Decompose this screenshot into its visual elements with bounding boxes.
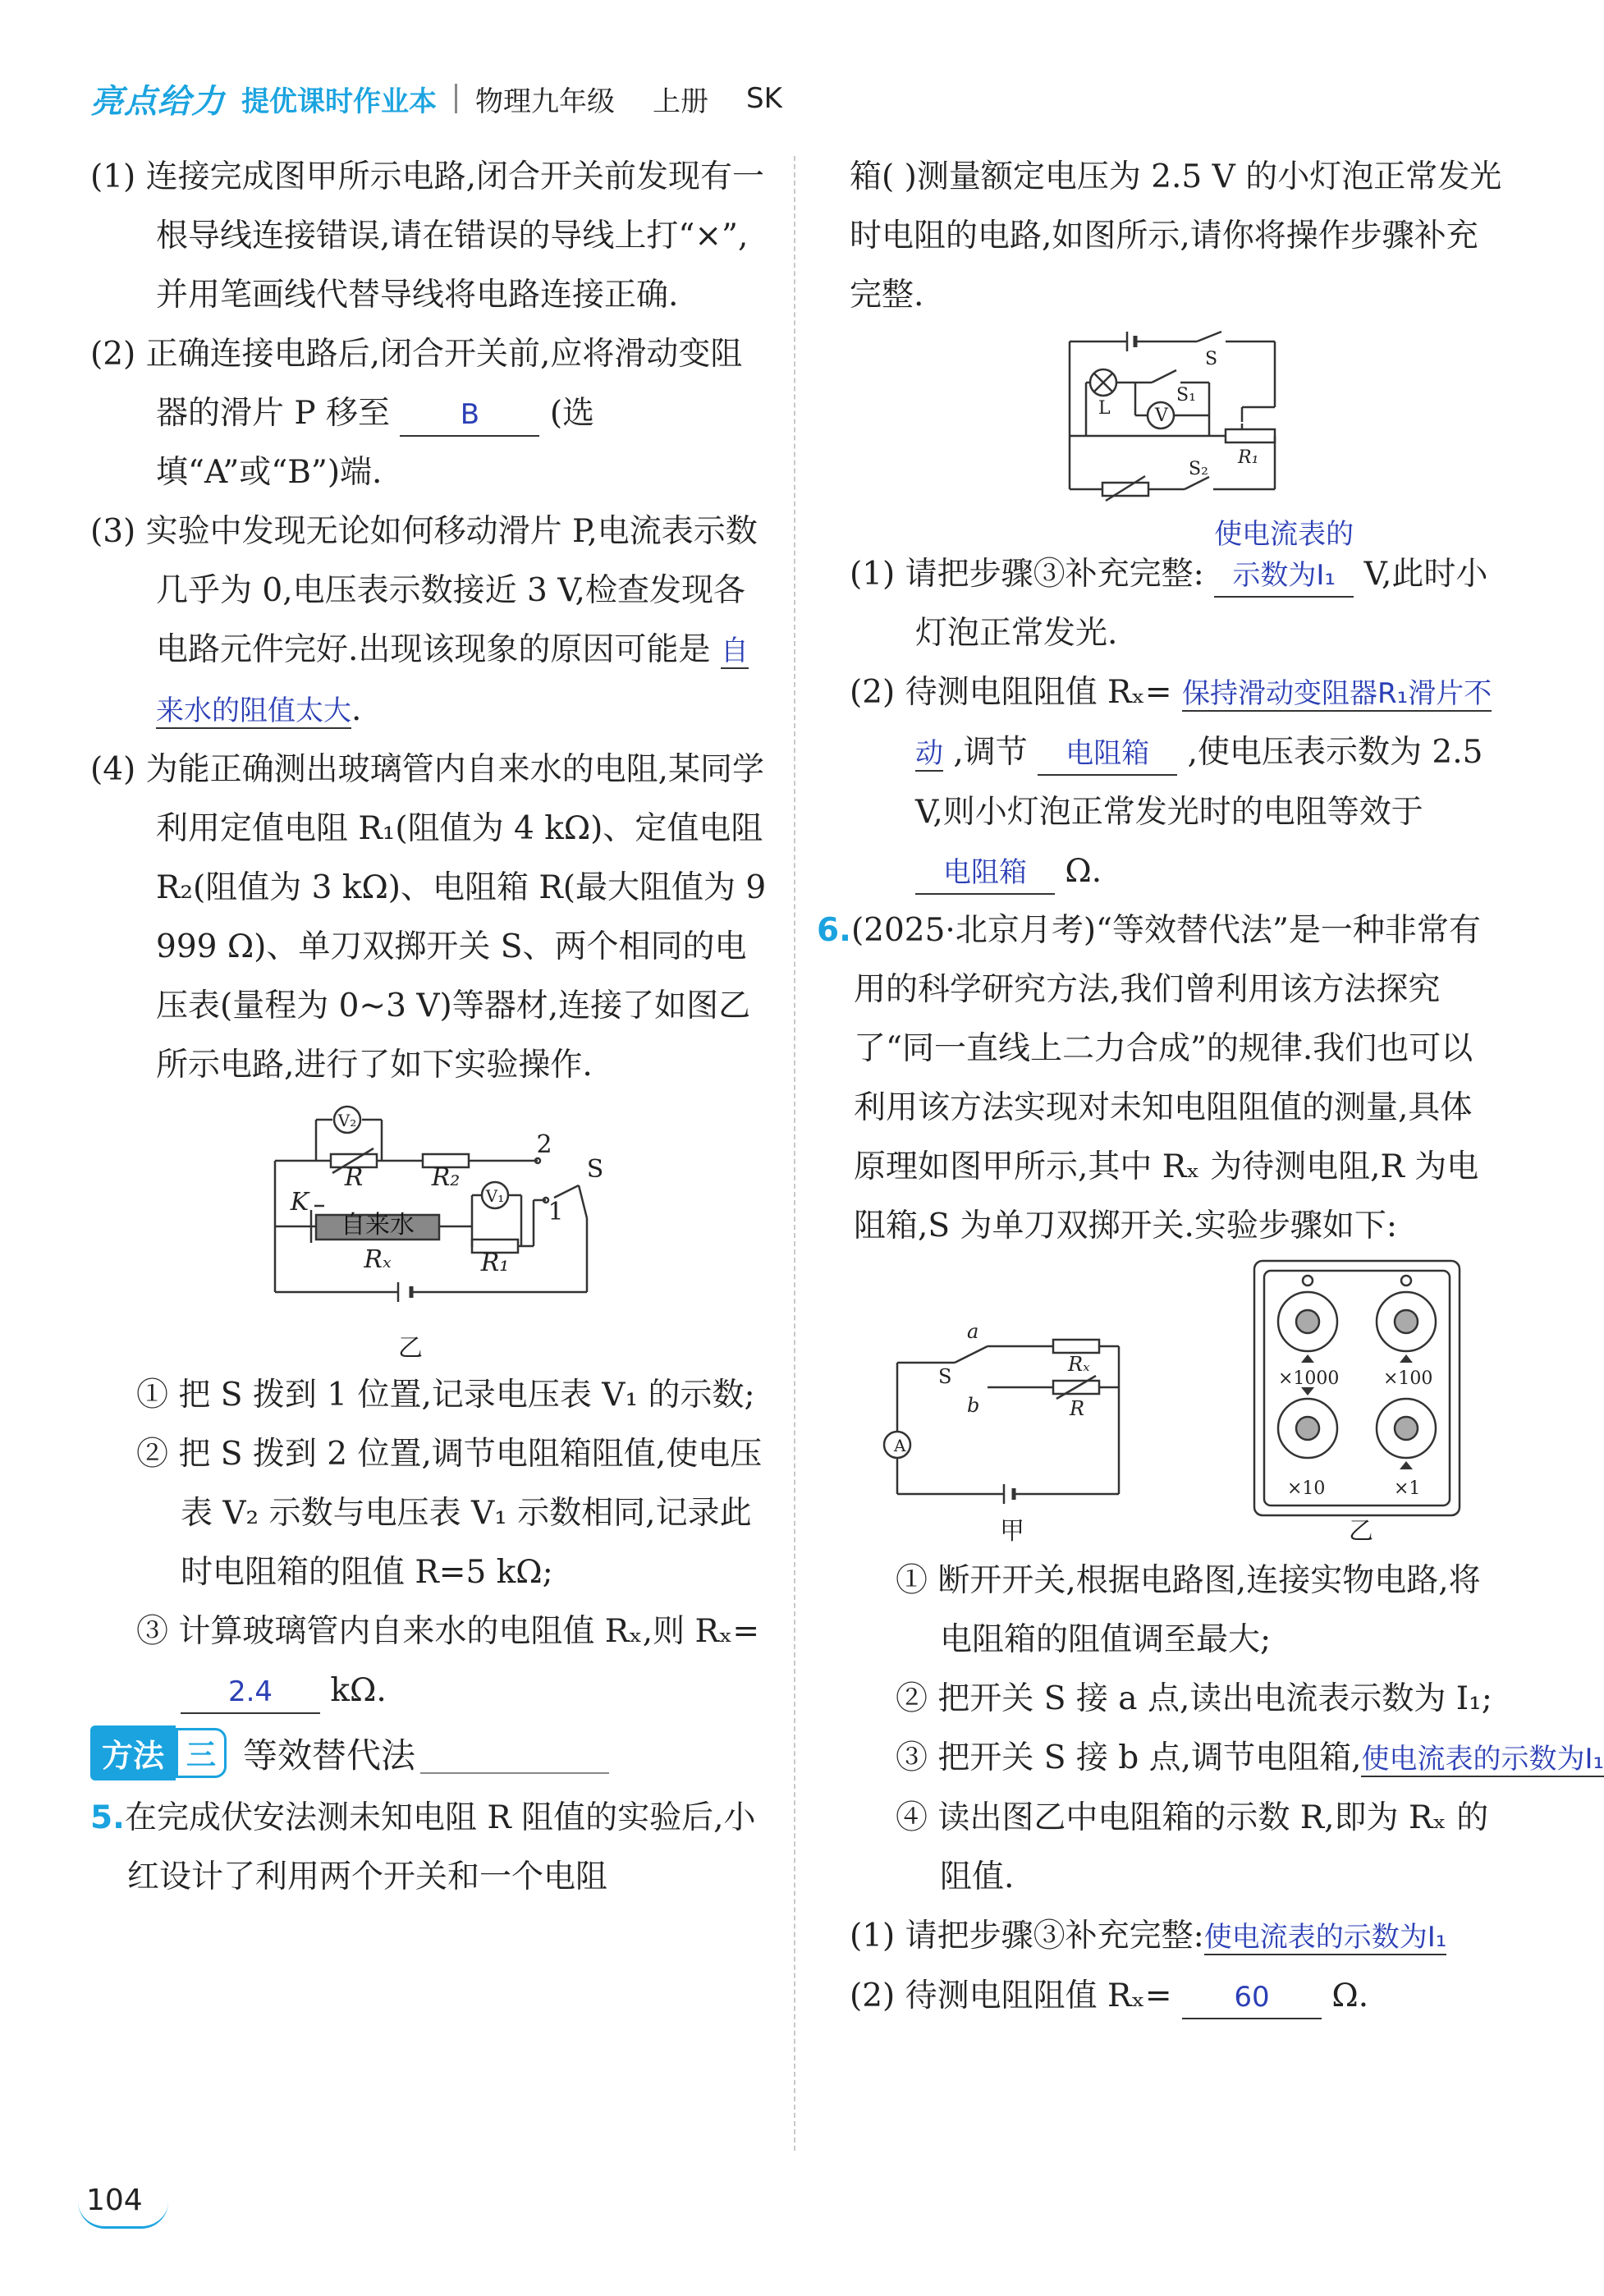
method-title: 等效替代法: [243, 1735, 416, 1776]
dial-label-100: ×100: [1382, 1368, 1432, 1389]
method-number: 三: [176, 1728, 227, 1778]
q5-sub-1: [850, 514, 1502, 663]
label-v1: V₁: [485, 1186, 505, 1206]
question-6-text: (2025·北京月考)“等效替代法”是一种非常有用的科学研究方法,我们曾利用该方法探究了“同一直线上二力合成”的规律.我们也可以利用该方法实现对未知电阻阻值的测量,具体原理如图甲所示,其中 Rₓ 为待测电阻,R 为电阻箱,S 为单刀双掷开关.实验步骤如下:: [850, 912, 1481, 1244]
label-r: R: [1069, 1397, 1084, 1420]
label-r2: R₂: [431, 1163, 461, 1192]
q5-sub-1-tail: V,此时小灯泡正常发光.: [915, 556, 1488, 652]
answer-blank-adjust[interactable]: 电阻箱: [1038, 733, 1177, 776]
method-label: 方法: [90, 1725, 176, 1780]
subject-label: 物理九年级: [475, 85, 615, 118]
q5-sub-2-mid2: ,使电压表示数为 2.5 V,则小灯泡正常发光时的电阻等效于: [915, 734, 1483, 831]
label-l: L: [1098, 398, 1111, 419]
column-divider: [794, 156, 795, 2151]
edition-label: SK: [746, 82, 782, 115]
label-ammeter: A: [893, 1436, 905, 1455]
circuit-figure-q5: [1053, 325, 1299, 514]
page-number-swoosh: [78, 2202, 168, 2229]
step-1: ① 把 S 拨到 1 位置,记录电压表 V₁ 的示数;: [136, 1377, 755, 1414]
label-r1: R₁: [480, 1249, 510, 1277]
page-header: [90, 74, 820, 123]
label-b: b: [966, 1394, 979, 1417]
q6-step-4: ④ 读出图乙中电阻箱的示数 R,即为 Rₓ 的阻值.: [896, 1799, 1489, 1895]
label-s: S: [1204, 349, 1217, 369]
label-a: a: [966, 1320, 978, 1343]
answer-blank-voltage[interactable]: 使电流表的示数为I₁: [1214, 514, 1354, 598]
answer-blank-q3[interactable]: 自来水的阻值太大: [156, 635, 749, 727]
step-3-text: ③ 计算玻璃管内自来水的电阻值 Rₓ,则 Rₓ=: [136, 1613, 760, 1650]
step-3-unit: kΩ.: [330, 1672, 387, 1709]
page-number-text: 104: [86, 2184, 143, 2217]
q5-sub-1-text: (1) 请把步骤③补充完整:: [850, 556, 1204, 593]
q6-sub-2-unit: Ω.: [1331, 1977, 1369, 2014]
dial-label-1: ×1: [1393, 1478, 1420, 1499]
q5-sub-2: [850, 663, 1502, 901]
label-s: S: [937, 1365, 951, 1388]
question-5-number: 5.: [90, 1799, 125, 1836]
right-column: [817, 148, 1604, 2026]
step-2: ② 把 S 拨到 2 位置,调节电阻箱阻值,使电压表 V₂ 示数与电压表 V₁ 示数相同,记录此时电阻箱的阻值 R=5 kΩ;: [136, 1436, 763, 1591]
label-pos1: 1: [548, 1198, 564, 1226]
series-title: 提优课时作业本: [241, 85, 437, 118]
dial-label-10: ×10: [1286, 1478, 1325, 1499]
volume-label: 上册: [653, 85, 708, 118]
q5-sub-2-text: (2) 待测电阻阻值 Rₓ=: [850, 674, 1172, 711]
question-6: [817, 901, 1502, 1256]
answer-blank-equivalent[interactable]: 电阻箱: [915, 852, 1055, 895]
label-s2: S₂: [1188, 459, 1208, 479]
q6-step-3-text: ③ 把开关 S 接 b 点,调节电阻箱,: [896, 1739, 1362, 1776]
q6-step-1: ① 断开开关,根据电路图,连接实物电路,将电阻箱的阻值调至最大;: [896, 1562, 1481, 1658]
figure-caption-yi-q6: 乙: [1348, 1517, 1373, 1546]
label-v2: V₂: [337, 1111, 357, 1130]
answer-blank-rx[interactable]: 2.4: [181, 1671, 320, 1714]
step-3: [90, 1602, 772, 1721]
q6-sub-1: [850, 1907, 1502, 1967]
q6-sub-1-text: (1) 请把步骤③补充完整:: [850, 1918, 1204, 1955]
dial-label-1000: ×1000: [1277, 1368, 1339, 1389]
method-underline: [420, 1772, 609, 1774]
label-r: R: [344, 1163, 364, 1192]
question-2: [90, 325, 772, 502]
answer-step-3[interactable]: 使电流表的示数为I₁: [1361, 1743, 1604, 1776]
circuit-figure-yi: [250, 1095, 612, 1366]
label-k: K: [290, 1188, 309, 1217]
question-3-tail: .: [351, 691, 362, 728]
answer-blank-step3[interactable]: 使电流表的示数为I₁: [1203, 1921, 1447, 1954]
method-heading: [90, 1725, 772, 1780]
figure-caption-jia: 甲: [999, 1517, 1024, 1546]
left-column: [90, 148, 772, 1907]
question-5-text: 在完成伏安法测未知电阻 R 阻值的实验后,小红设计了利用两个开关和一个电阻: [124, 1799, 756, 1895]
q6-sub-2: [850, 1967, 1502, 2026]
question-3-text: (3) 实验中发现无论如何移动滑片 P,电流表示数几乎为 0,电压表示数接近 3 V,检查发现各电路元件完好.出现该现象的原因可能是: [90, 513, 758, 668]
question-3: [90, 502, 772, 740]
q6-step-3: [850, 1729, 1604, 1789]
page-number: [86, 2184, 143, 2217]
header-separator: [455, 84, 457, 113]
question-2-text: (2) 正确连接电路后,闭合开关前,应将滑动变阻器的滑片 P 移至: [90, 336, 743, 432]
question-1: (1) 连接完成图甲所示电路,闭合开关前发现有一根导线连接错误,请在错误的导线上打“×”,并用笔画线代替导线将电路连接正确.: [90, 158, 765, 314]
figure-caption-yi: 乙: [398, 1334, 423, 1363]
question-6-number: 6.: [817, 912, 851, 949]
label-rx: Rₓ: [364, 1245, 392, 1274]
q5-sub-2-tail: Ω.: [1065, 853, 1102, 890]
label-v: V: [1154, 406, 1168, 426]
label-s: S: [586, 1155, 604, 1184]
label-r1: R₁: [1237, 447, 1258, 468]
label-rx: Rₓ: [1067, 1353, 1090, 1376]
q6-step-2: ② 把开关 S 接 a 点,读出电流表示数为 I₁;: [896, 1680, 1492, 1717]
question-5-continued: 箱( )测量额定电压为 2.5 V 的小灯泡正常发光时电阻的电路,如图所示,请你将操作步骤补充完整.: [850, 158, 1502, 314]
q5-sub-2-mid: ,调节: [953, 734, 1028, 771]
q6-sub-2-text: (2) 待测电阻阻值 Rₓ=: [850, 1977, 1172, 2014]
question-2-tail: (选填“A”或“B”)端.: [156, 395, 595, 491]
label-water: 自来水: [341, 1211, 415, 1240]
answer-blank-keep-slider[interactable]: 保持滑动变阻器R₁滑片不动: [915, 677, 1492, 770]
answer-blank-q2[interactable]: B: [400, 394, 539, 437]
label-s1: S₁: [1176, 385, 1196, 406]
label-pos2: 2: [536, 1130, 552, 1159]
question-5: [90, 1789, 772, 1907]
answer-blank-resistance[interactable]: 60: [1182, 1977, 1322, 2019]
brand-logo: 亮点给力: [90, 82, 225, 121]
question-4: (4) 为能正确测出玻璃管内自来水的电阻,某同学利用定值电阻 R₁(阻值为 4 kΩ)、定值电阻 R₂(阻值为 3 kΩ)、电阻箱 R(最大阻值为 9 999 Ω)、单刀双掷开关 S、两个相同的电压表(量程为 0~3 V)等器材,连接了如图乙所示电路,进行了如下实验操作.: [90, 751, 767, 1084]
circuit-figure-q6: [881, 1256, 1472, 1551]
